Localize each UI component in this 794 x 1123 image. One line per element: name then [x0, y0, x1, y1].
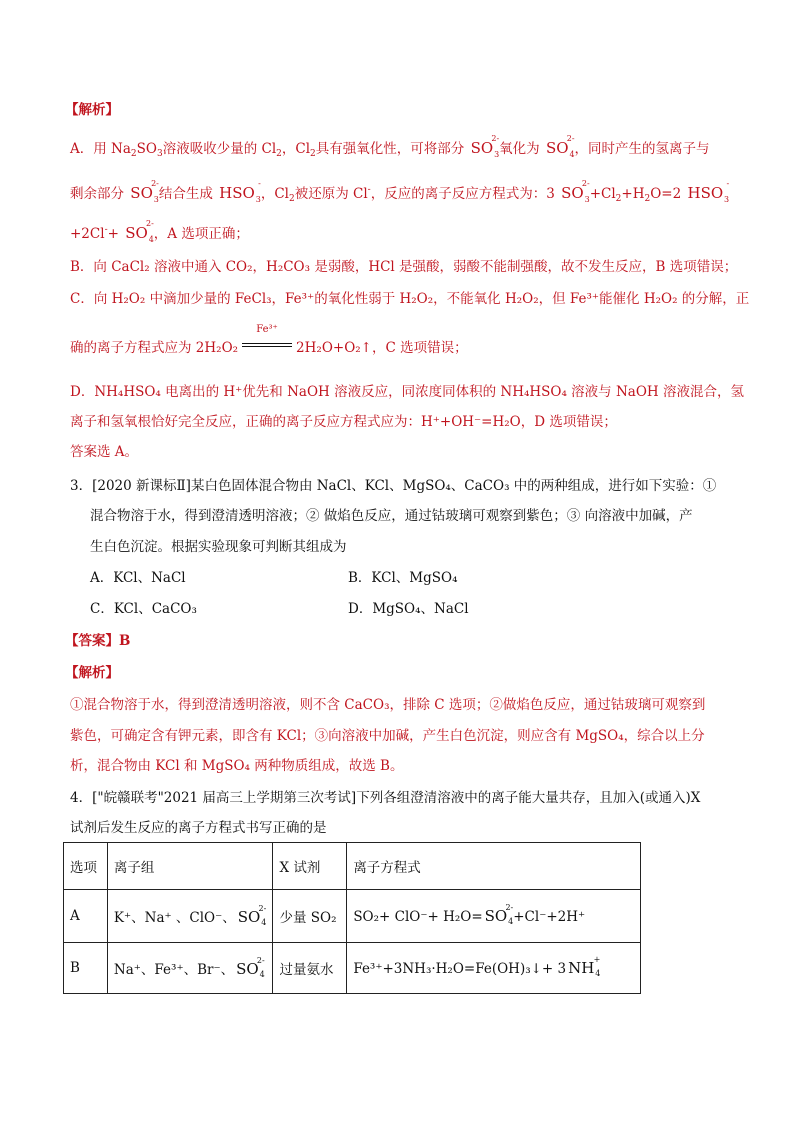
analysis-B-line: B．向 CaCl₂ 溶液中通入 CO₂，H₂CO₃ 是弱酸，HCl 是强酸，弱酸不能制强酸，故不发生反应，B 选项错误；: [70, 259, 738, 275]
table-row: [64, 943, 641, 994]
table-cell: A: [64, 890, 108, 943]
analysis-A-line2: 剩余部分 SO 2- 3 结合生成 HSO - 3 ，$Cl_2$被还原为 Cl-，反应的离子反应方程式为：3 SO 2- 3 $+Cl_2+H_2O=2$ HSO - 3: [70, 179, 730, 204]
q3-analysis-heading: 【解析】: [65, 665, 119, 681]
sulfite-ion: SO 2- 3: [130, 179, 159, 204]
table-cell: K⁺、Na⁺ 、ClO⁻、 SO 2- 4: [107, 890, 273, 943]
q4-options-table: [63, 842, 641, 994]
table-cell: Na⁺、Fe³⁺、Br⁻、 SO 2- 4: [107, 943, 273, 994]
sulfite-ion: SO 2- 3: [561, 179, 590, 204]
q3-stem-line1: 3．[2020 新课标Ⅱ]某白色固体混合物由 NaCl、KCl、MgSO₄、CaCO₃ 中的两种组成，进行如下实验：①: [70, 478, 717, 494]
analysis-A-line1: A．用 $Na_2SO_3$溶液吸收少量的 $Cl_2$，$Cl_2$具有强氧化性，可将部分 SO 2- 3 氧化为 SO 2- 4 ，同时产生的氢离子与: [70, 134, 710, 159]
q3-analysis-line1: ①混合物溶于水，得到澄清透明溶液，则不含 CaCO₃，排除 C 选项；②做焰色反应，通过钴玻璃可观察到: [70, 697, 706, 713]
table-header-cell: X 试剂: [273, 843, 347, 890]
sulfite-ion: SO 2- 3: [470, 134, 500, 159]
sulfate-ion: SO 2- 4: [545, 134, 575, 159]
answer-line-q2: 答案选 A。: [70, 444, 139, 460]
q3-option-b: B．KCl、MgSO₄: [348, 570, 458, 586]
q3-answer: 【答案】B: [65, 633, 131, 649]
q3-option-a: A．KCl、NaCl: [90, 570, 186, 586]
q3-option-c: C．KCl、CaCO₃: [90, 601, 197, 617]
sulfate-ion: SO 2- 4: [237, 904, 267, 927]
q3-stem-line2: 混合物溶于水，得到澄清透明溶液；② 做焰色反应，通过钴玻璃可观察到紫色；③ 向溶液中加碱，产: [90, 508, 693, 524]
ammonium-ion: NH + 4: [568, 955, 601, 978]
table-cell: SO₂+ ClO⁻+ H₂O= SO 2- 4 +Cl⁻+2H⁺: [347, 890, 641, 943]
q4-stem-line1: 4．["皖赣联考"2021 届高三上学期第三次考试]下列各组澄清溶液中的离子能大量共存，且加入(或通入)X: [70, 790, 701, 806]
analysis-heading: 【解析】: [65, 102, 119, 118]
table-header-cell: 离子组: [107, 843, 273, 890]
q4-stem-line2: 试剂后发生反应的离子方程式书写正确的是: [70, 820, 327, 836]
bisulfite-ion: HSO - 3: [687, 179, 730, 204]
catalyst-equals-sign: Fe³⁺: [240, 334, 294, 354]
analysis-C-line2: 确的离子方程式应为 2H₂O₂ Fe³⁺ 2H₂O+O₂↑，C 选项错误；: [70, 324, 468, 356]
table-cell: 少量 SO₂: [273, 890, 347, 943]
table-cell: 过量氨水: [273, 943, 347, 994]
table-cell: B: [64, 943, 108, 994]
analysis-C-line1: C．向 H₂O₂ 中滴加少量的 FeCl₃，Fe³⁺的氧化性弱于 H₂O₂，不能氧化 H₂O₂，但 Fe³⁺能催化 H₂O₂ 的分解，正: [70, 291, 750, 307]
q3-analysis-line2: 紫色，可确定含有钾元素，即含有 KCl；③向溶液中加碱，产生白色沉淀，则应含有 MgSO₄，综合以上分: [70, 728, 705, 744]
analysis-D-line1: D．NH₄HSO₄ 电离出的 H⁺优先和 NaOH 溶液反应，同浓度同体积的 NH₄HSO₄ 溶液与 NaOH 溶液混合，氢: [70, 384, 744, 400]
table-cell: Fe³⁺+3NH₃·H₂O=Fe(OH)₃↓+ 3 NH + 4: [347, 943, 641, 994]
sulfate-ion: SO 2- 4: [484, 903, 514, 926]
q3-analysis-line3: 析，混合物由 KCl 和 MgSO₄ 两种物质组成，故选 B。: [70, 758, 404, 774]
analysis-D-line2: 离子和氢氧根恰好完全反应，正确的离子反应方程式应为：H⁺+OH⁻=H₂O，D 选项错误；: [70, 414, 617, 430]
table-header-cell: 选项: [64, 843, 108, 890]
table-row: [64, 890, 641, 943]
sulfate-ion: SO 2- 4: [236, 956, 265, 979]
table-header-row: [64, 843, 641, 890]
analysis-A-line3: +2Cl-+ SO 2- 4 ，A 选项正确；: [70, 219, 249, 244]
q3-stem-line3: 生白色沉淀。根据实验现象可判断其组成为: [90, 539, 347, 555]
table-header-cell: 离子方程式: [347, 843, 641, 890]
q3-option-d: D．MgSO₄、NaCl: [348, 601, 469, 617]
bisulfite-ion: HSO - 3: [219, 179, 261, 204]
sulfate-ion: SO 2- 4: [125, 219, 154, 244]
